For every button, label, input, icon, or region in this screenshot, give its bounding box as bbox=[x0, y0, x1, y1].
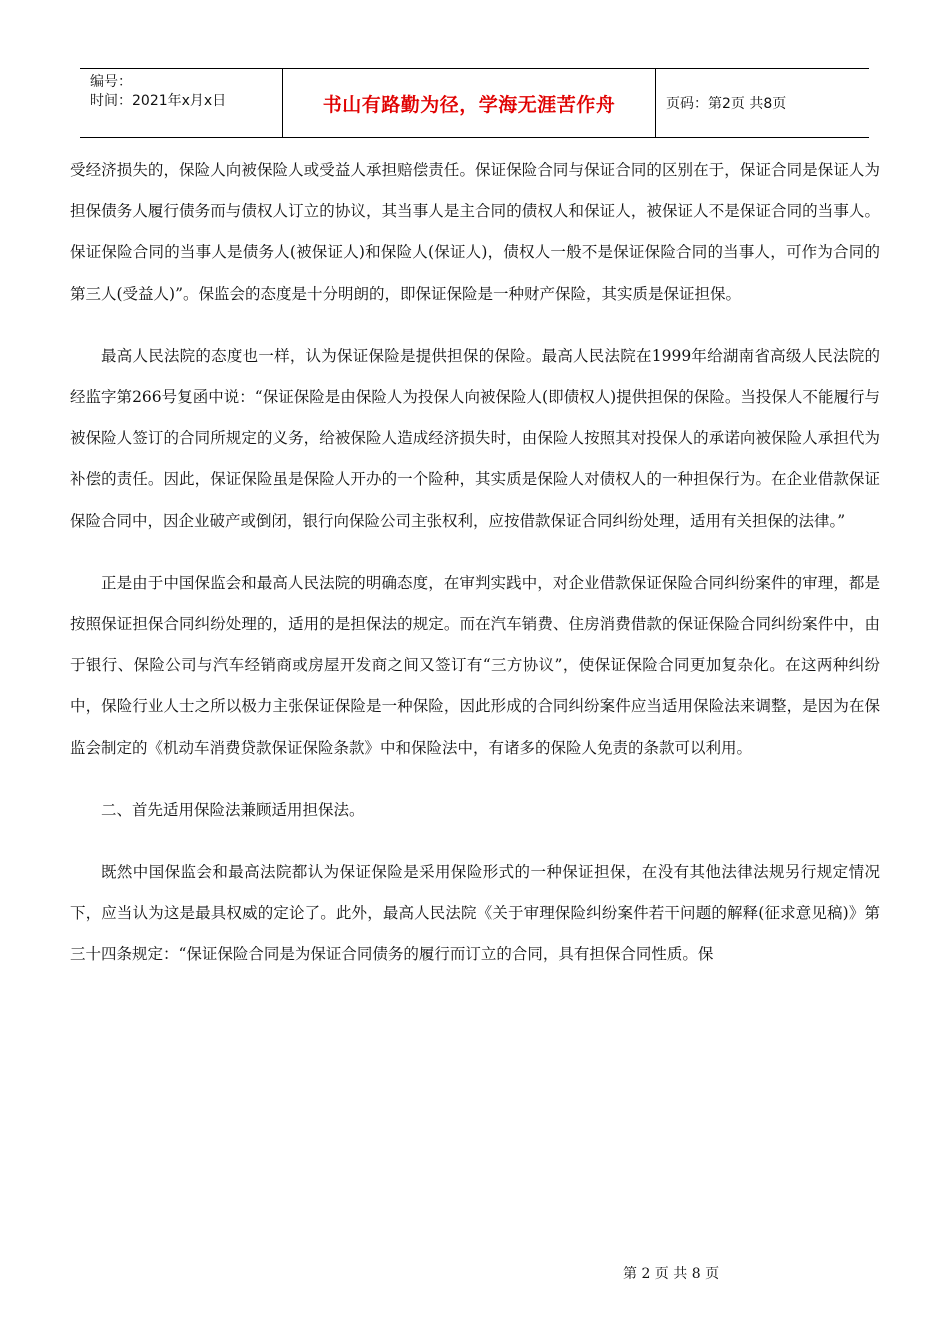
document-number-label: 编号： bbox=[90, 74, 132, 90]
page-footer: 第 2 页 共 8 页 bbox=[623, 1266, 720, 1282]
paragraph: 受经济损失的，保险人向被保险人或受益人承担赔偿责任。保证保险合同与保证合同的区别在于，保证合同是保证人为担保债务人履行债务而与债权人订立的协议，其当事人是主合同的债权人和保证人，被保证人不是保证合同的当事人。保证保险合同的当事人是债务人(被保证人)和保险人(保证人)，债权人一般不是保证保险合同的当事人，可作为合同的第三人(受益人)”。保监会的态度是十分明朗的，即保证保险是一种财产保险，其实质是保证担保。 bbox=[70, 161, 880, 303]
page-header bbox=[80, 68, 869, 138]
document-time-label: 时间：2021年x月x日 bbox=[90, 93, 227, 109]
document-body bbox=[70, 150, 880, 997]
paragraph: 正是由于中国保监会和最高人民法院的明确态度，在审判实践中，对企业借款保证保险合同纠纷案件的审理，都是按照保证担保合同纠纷处理的，适用的是担保法的规定。而在汽车销费、住房消费借款的保证保险合同纠纷案件中，由于银行、保险公司与汽车经销商或房屋开发商之间又签订有“三方协议”，使保证保险合同更加复杂化。在这两种纠纷中，保险行业人士之所以极力主张保证保险是一种保险，因此形成的合同纠纷案件应当适用保险法来调整，是因为在保监会制定的《机动车消费贷款保证保险条款》中和保险法中，有诸多的保险人免责的条款可以利用。 bbox=[70, 573, 880, 757]
header-page-cell bbox=[656, 69, 869, 137]
header-motto-cell bbox=[282, 69, 656, 137]
header-motto: 书山有路勤为径，学海无涯苦作舟 bbox=[322, 93, 616, 116]
paragraph: 既然中国保监会和最高法院都认为保证保险是采用保险形式的一种保证担保，在没有其他法律法规另行规定情况下，应当认为这是最具权威的定论了。此外，最高人民法院《关于审理保险纠纷案件若干问题的解释(征求意见稿)》第三十四条规定：“保证保险合同是为保证合同债务的履行而订立的合同，具有担保合同性质。保 bbox=[70, 863, 880, 964]
section-heading: 二、首先适用保险法兼顾适用担保法。 bbox=[101, 800, 365, 819]
header-meta bbox=[80, 69, 282, 137]
header-page-number: 页码：第2页 共8页 bbox=[666, 96, 787, 112]
paragraph: 最高人民法院的态度也一样，认为保证保险是提供担保的保险。最高人民法院在1999年给湖南省高级人民法院的经监字第266号复函中说：“保证保险是由保险人为投保人向被保险人(即债权人)提供担保的保险。当投保人不能履行与被保险人签订的合同所规定的义务，给被保险人造成经济损失时，由保险人按照其对投保人的承诺向被保险人承担代为补偿的责任。因此，保证保险虽是保险人开办的一个险种，其实质是保险人对债权人的一种担保行为。在企业借款保证保险合同中，因企业破产或倒闭，银行向保险公司主张权利，应按借款保证合同纠纷处理，适用有关担保的法律。” bbox=[70, 346, 880, 530]
